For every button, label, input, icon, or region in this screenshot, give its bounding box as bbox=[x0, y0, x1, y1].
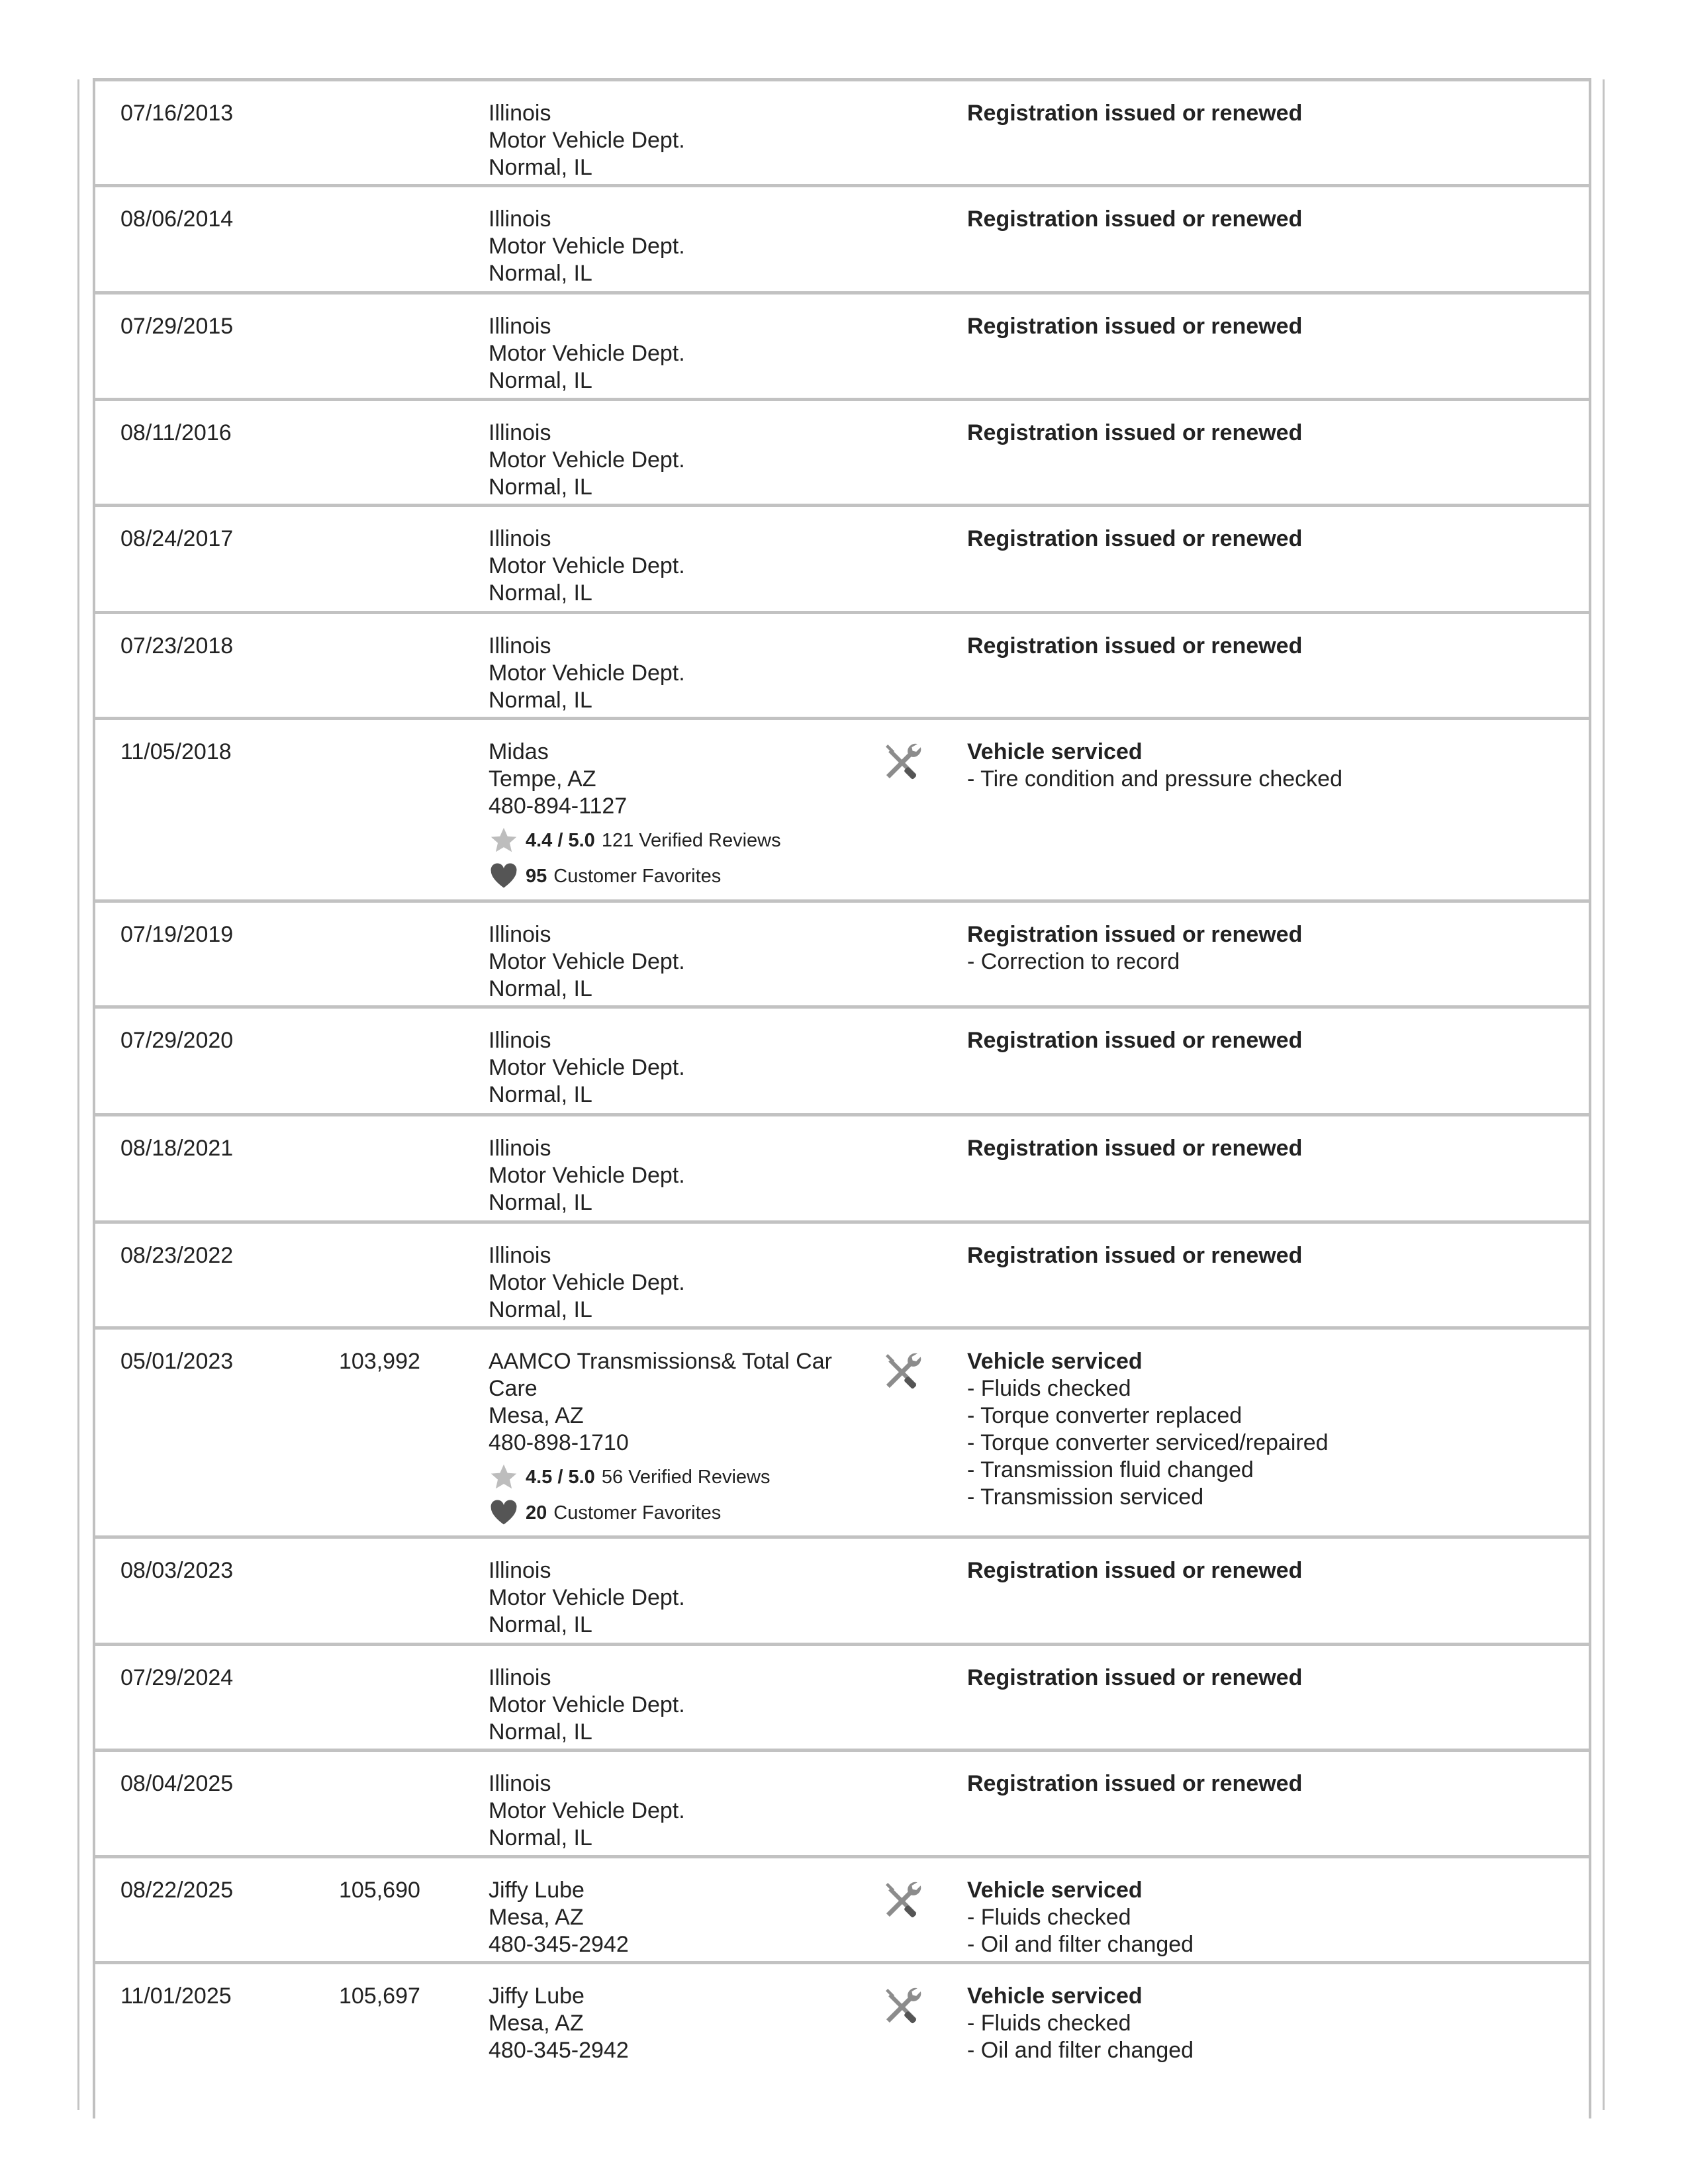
record-detail-item: - Oil and filter changed bbox=[967, 2038, 1194, 2063]
record-detail-item: - Torque converter serviced/repaired bbox=[967, 1430, 1329, 1455]
source-line: Normal, IL bbox=[489, 155, 592, 180]
source-line: Illinois bbox=[489, 101, 551, 126]
source-line: Illinois bbox=[489, 420, 551, 445]
service-tools-icon bbox=[880, 1983, 926, 2029]
source-line: 480-345-2942 bbox=[489, 2038, 629, 2063]
record-details bbox=[967, 206, 1550, 233]
history-record-row bbox=[95, 1855, 1589, 1961]
source-line: Mesa, AZ bbox=[489, 1403, 584, 1428]
record-source bbox=[489, 313, 872, 394]
record-details bbox=[967, 1557, 1550, 1584]
record-detail-item: - Correction to record bbox=[967, 949, 1180, 974]
source-line: Normal, IL bbox=[489, 1719, 592, 1745]
rating-score: 4.5 / 5.0 bbox=[526, 1467, 595, 1488]
record-detail-item: - Torque converter replaced bbox=[967, 1403, 1243, 1428]
history-record-row bbox=[95, 899, 1589, 1005]
record-source bbox=[489, 1877, 872, 1958]
source-line: Normal, IL bbox=[489, 475, 592, 500]
record-source bbox=[489, 921, 872, 1003]
favorites-label: Customer Favorites bbox=[553, 866, 722, 887]
source-line: AAMCO Transmissions& Total Car Care bbox=[489, 1349, 832, 1401]
shop-rating bbox=[489, 823, 872, 858]
favorites-label: Customer Favorites bbox=[553, 1502, 722, 1524]
record-detail-item: - Fluids checked bbox=[967, 1376, 1131, 1401]
source-line: Normal, IL bbox=[489, 580, 592, 606]
page-left-rule bbox=[77, 79, 79, 2110]
record-event-title: Vehicle serviced bbox=[967, 739, 1143, 764]
record-date: 07/29/2015 bbox=[120, 314, 234, 339]
service-tools-icon bbox=[880, 1877, 926, 1923]
source-line: Motor Vehicle Dept. bbox=[489, 553, 685, 578]
record-date: 08/04/2025 bbox=[120, 1771, 234, 1796]
source-line: Illinois bbox=[489, 1243, 551, 1268]
record-details bbox=[967, 633, 1550, 660]
source-line: Normal, IL bbox=[489, 1825, 592, 1850]
record-date: 08/03/2023 bbox=[120, 1558, 234, 1583]
record-source bbox=[489, 1135, 872, 1216]
source-line: Illinois bbox=[489, 922, 551, 947]
source-line: Motor Vehicle Dept. bbox=[489, 1585, 685, 1610]
record-source bbox=[489, 1664, 872, 1746]
vehicle-history-table bbox=[93, 78, 1591, 2118]
source-line: Motor Vehicle Dept. bbox=[489, 1692, 685, 1717]
history-record-row bbox=[95, 504, 1589, 611]
rating-reviews[interactable]: 121 Verified Reviews bbox=[601, 830, 781, 851]
source-line: Motor Vehicle Dept. bbox=[489, 341, 685, 366]
service-tools-icon bbox=[880, 1348, 926, 1394]
record-details bbox=[967, 100, 1550, 127]
record-detail-item: - Transmission fluid changed bbox=[967, 1457, 1254, 1482]
record-details bbox=[967, 1877, 1550, 1958]
rating-score: 4.4 / 5.0 bbox=[526, 830, 595, 851]
record-source bbox=[489, 525, 872, 607]
record-event-title: Registration issued or renewed bbox=[967, 1558, 1303, 1583]
source-line: Illinois bbox=[489, 1028, 551, 1053]
source-line: Mesa, AZ bbox=[489, 1905, 584, 1930]
record-details bbox=[967, 921, 1550, 976]
source-line: Motor Vehicle Dept. bbox=[489, 1798, 685, 1823]
record-date: 07/19/2019 bbox=[120, 922, 234, 947]
history-record-row bbox=[95, 1961, 1589, 2118]
history-record-row bbox=[95, 1535, 1589, 1643]
record-details bbox=[967, 1348, 1550, 1511]
source-line: 480-898-1710 bbox=[489, 1430, 629, 1455]
record-event-title: Registration issued or renewed bbox=[967, 101, 1303, 126]
record-source bbox=[489, 1027, 872, 1109]
history-record-row bbox=[95, 398, 1589, 504]
record-event-title: Registration issued or renewed bbox=[967, 922, 1303, 947]
history-record-row bbox=[95, 78, 1589, 184]
record-event-title: Registration issued or renewed bbox=[967, 633, 1303, 659]
record-source bbox=[489, 1242, 872, 1324]
source-line: Normal, IL bbox=[489, 1612, 592, 1637]
record-source bbox=[489, 420, 872, 501]
record-date: 07/29/2020 bbox=[120, 1028, 234, 1053]
source-line: Illinois bbox=[489, 1136, 551, 1161]
record-event-title: Vehicle serviced bbox=[967, 1878, 1143, 1903]
history-record-row bbox=[95, 717, 1589, 899]
source-line: Motor Vehicle Dept. bbox=[489, 128, 685, 153]
record-odometer: 103,992 bbox=[339, 1349, 420, 1374]
record-date: 08/24/2017 bbox=[120, 526, 234, 551]
source-line: Normal, IL bbox=[489, 688, 592, 713]
record-source bbox=[489, 739, 872, 894]
source-line: Motor Vehicle Dept. bbox=[489, 1163, 685, 1188]
record-source bbox=[489, 1983, 872, 2064]
record-detail-item: - Oil and filter changed bbox=[967, 1932, 1194, 1957]
source-line: Motor Vehicle Dept. bbox=[489, 949, 685, 974]
record-date: 08/18/2021 bbox=[120, 1136, 234, 1161]
record-details bbox=[967, 525, 1550, 553]
heart-icon bbox=[489, 862, 519, 891]
record-source bbox=[489, 1770, 872, 1852]
record-source bbox=[489, 100, 872, 181]
shop-favorites bbox=[489, 858, 872, 894]
record-details bbox=[967, 1027, 1550, 1054]
record-source bbox=[489, 1348, 872, 1531]
record-date: 08/11/2016 bbox=[120, 420, 232, 445]
source-line: Normal, IL bbox=[489, 261, 592, 286]
source-line: Tempe, AZ bbox=[489, 766, 596, 792]
record-event-title: Registration issued or renewed bbox=[967, 526, 1303, 551]
source-line: Normal, IL bbox=[489, 1297, 592, 1322]
history-record-row bbox=[95, 611, 1589, 717]
history-record-row bbox=[95, 291, 1589, 398]
record-odometer: 105,690 bbox=[339, 1878, 420, 1903]
record-detail-item: - Fluids checked bbox=[967, 2011, 1131, 2036]
record-date: 07/23/2018 bbox=[120, 633, 234, 659]
source-line: Motor Vehicle Dept. bbox=[489, 234, 685, 259]
source-line: 480-894-1127 bbox=[489, 794, 628, 819]
record-detail-item: - Tire condition and pressure checked bbox=[967, 766, 1342, 792]
source-line: Illinois bbox=[489, 1771, 551, 1796]
history-record-row bbox=[95, 1326, 1589, 1535]
source-line: Illinois bbox=[489, 1665, 551, 1690]
record-event-title: Registration issued or renewed bbox=[967, 420, 1303, 445]
record-details bbox=[967, 1983, 1550, 2064]
record-details bbox=[967, 1242, 1550, 1269]
favorites-count: 20 bbox=[526, 1502, 547, 1524]
record-date: 11/01/2025 bbox=[120, 1983, 232, 2009]
record-date: 07/29/2024 bbox=[120, 1665, 234, 1690]
shop-favorites bbox=[489, 1495, 872, 1531]
record-source bbox=[489, 1557, 872, 1639]
record-detail-item: - Fluids checked bbox=[967, 1905, 1131, 1930]
record-details bbox=[967, 1135, 1550, 1162]
source-line: Illinois bbox=[489, 633, 551, 659]
record-source bbox=[489, 206, 872, 287]
source-line: Normal, IL bbox=[489, 1082, 592, 1107]
record-event-title: Registration issued or renewed bbox=[967, 314, 1303, 339]
source-line: Motor Vehicle Dept. bbox=[489, 1270, 685, 1295]
star-icon bbox=[489, 826, 519, 855]
source-line: Motor Vehicle Dept. bbox=[489, 660, 685, 686]
source-line: Illinois bbox=[489, 1558, 551, 1583]
service-tools-icon bbox=[880, 739, 926, 785]
record-date: 05/01/2023 bbox=[120, 1349, 234, 1374]
record-date: 11/05/2018 bbox=[120, 739, 232, 764]
source-line: Illinois bbox=[489, 314, 551, 339]
source-line: Illinois bbox=[489, 526, 551, 551]
record-event-title: Registration issued or renewed bbox=[967, 1028, 1303, 1053]
history-record-row bbox=[95, 1220, 1589, 1326]
history-record-row bbox=[95, 184, 1589, 291]
source-line: Jiffy Lube bbox=[489, 1983, 585, 2009]
heart-icon bbox=[489, 1498, 519, 1527]
record-details bbox=[967, 739, 1550, 793]
record-event-title: Registration issued or renewed bbox=[967, 1243, 1303, 1268]
record-event-title: Registration issued or renewed bbox=[967, 1136, 1303, 1161]
record-details bbox=[967, 313, 1550, 340]
record-details bbox=[967, 1770, 1550, 1797]
star-icon bbox=[489, 1463, 519, 1492]
source-line: Normal, IL bbox=[489, 368, 592, 393]
history-record-row bbox=[95, 1005, 1589, 1113]
record-date: 08/22/2025 bbox=[120, 1878, 234, 1903]
source-line: 480-345-2942 bbox=[489, 1932, 629, 1957]
source-line: Illinois bbox=[489, 206, 551, 232]
history-record-row bbox=[95, 1113, 1589, 1220]
history-record-row bbox=[95, 1749, 1589, 1855]
record-detail-item: - Transmission serviced bbox=[967, 1484, 1204, 1510]
source-line: Jiffy Lube bbox=[489, 1878, 585, 1903]
source-line: Mesa, AZ bbox=[489, 2011, 584, 2036]
record-event-title: Registration issued or renewed bbox=[967, 1771, 1303, 1796]
record-details bbox=[967, 420, 1550, 447]
record-event-title: Vehicle serviced bbox=[967, 1983, 1143, 2009]
source-line: Motor Vehicle Dept. bbox=[489, 447, 685, 473]
history-record-row bbox=[95, 1643, 1589, 1749]
rating-reviews[interactable]: 56 Verified Reviews bbox=[601, 1467, 771, 1488]
source-line: Motor Vehicle Dept. bbox=[489, 1055, 685, 1080]
record-odometer: 105,697 bbox=[339, 1983, 420, 2009]
source-line: Normal, IL bbox=[489, 976, 592, 1001]
shop-rating bbox=[489, 1459, 872, 1495]
record-date: 08/06/2014 bbox=[120, 206, 234, 232]
source-line: Midas bbox=[489, 739, 549, 764]
record-event-title: Registration issued or renewed bbox=[967, 1665, 1303, 1690]
record-event-title: Registration issued or renewed bbox=[967, 206, 1303, 232]
page-right-rule bbox=[1603, 79, 1605, 2110]
source-line: Normal, IL bbox=[489, 1190, 592, 1215]
record-date: 08/23/2022 bbox=[120, 1243, 234, 1268]
favorites-count: 95 bbox=[526, 866, 547, 887]
record-event-title: Vehicle serviced bbox=[967, 1349, 1143, 1374]
record-details bbox=[967, 1664, 1550, 1692]
record-source bbox=[489, 633, 872, 714]
record-date: 07/16/2013 bbox=[120, 101, 234, 126]
